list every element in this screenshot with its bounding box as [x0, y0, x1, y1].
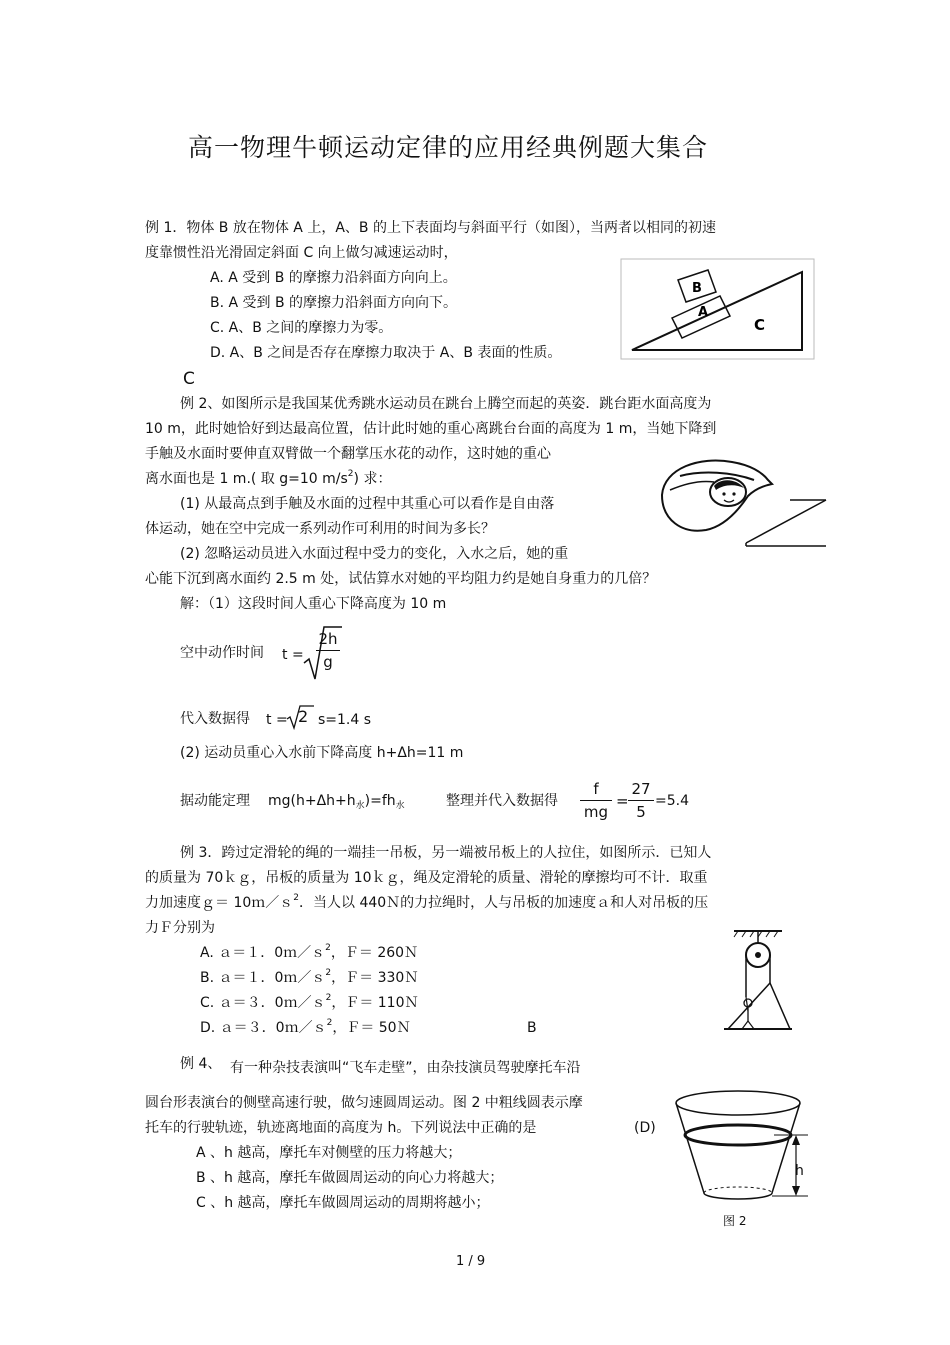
ex1-option-a: A. A 受到 B 的摩擦力沿斜面方向向上。	[210, 270, 457, 286]
ex2-line3: 手触及水面时要伸直双臂做一个翻掌压水花的动作，这时她的重心	[145, 446, 551, 462]
fraction-f-over-mg: f mg	[580, 780, 612, 821]
ex4-option-b: B 、h 越高，摩托车做圆周运动的向心力将越大；	[196, 1170, 504, 1186]
pulley-figure	[720, 925, 795, 1037]
root-value: 2	[298, 707, 309, 726]
ex3-option-a: A. ａ＝１．0ｍ／ｓ$^2$，Ｆ＝ 260Ｎ	[200, 943, 419, 961]
diver-figure	[650, 450, 835, 550]
theorem-label: 据动能定理	[180, 793, 250, 809]
ex3-option-d: D. ａ＝３．0ｍ／ｓ$^2$，Ｆ＝ 50Ｎ	[200, 1018, 411, 1036]
substitute-label: 代入数据得	[180, 711, 250, 727]
ex2-question2-line2: 心能下沉到离水面约 2.5 m 处，试估算水对她的平均阻力约是她自身重力的几倍？	[145, 571, 657, 587]
ex3-line4: 力Ｆ分别为	[145, 920, 215, 936]
ex1-option-d: D. A、B 之间是否存在摩擦力取决于 A、B 表面的性质。	[210, 345, 562, 361]
ex3-option-c: C. ａ＝３．0ｍ／ｓ$^2$，Ｆ＝ 110Ｎ	[200, 993, 419, 1011]
ex1-stem-line2: 度靠惯性沿光滑固定斜面 C 向上做匀减速运动时，	[145, 245, 458, 261]
equals-sign: =	[616, 792, 629, 810]
cone-height-label: h	[795, 1163, 804, 1179]
incline-label-c: C	[754, 316, 766, 334]
ex2-question2-line1: (2) 忽略运动员进入水面过程中受力的变化，入水之后，她的重	[180, 546, 569, 562]
incline-label-a: A	[698, 305, 709, 320]
air-time-label: 空中动作时间	[180, 645, 264, 661]
ex2-solution1: 解：（1）这段时间人重心下降高度为 10 m	[180, 596, 447, 612]
ex2-solution2: (2) 运动员重心入水前下降高度 h+Δh=11 m	[180, 745, 464, 761]
page-title: 高一物理牛顿运动定律的应用经典例题大集合	[188, 133, 709, 162]
ex2-line2: 10 m，此时她恰好到达最高位置，估计此时她的重心离跳台台面的高度为 1 m，当她下降到	[145, 421, 717, 437]
ex4-line3: 托车的行驶轨迹，轨迹离地面的高度为 h。下列说法中正确的是	[145, 1120, 537, 1136]
ex3-option-b: B. ａ＝１．0ｍ／ｓ$^2$，Ｆ＝ 330Ｎ	[200, 968, 419, 986]
ex4-answer: (D)	[634, 1120, 656, 1136]
ex3-answer: B	[527, 1020, 537, 1036]
ex4-option-a: A 、h 越高，摩托车对侧壁的压力将越大；	[196, 1145, 462, 1161]
ex3-line3: 力加速度ｇ＝ 10ｍ／ｓ$^2$．当人以 440Ｎ的力拉绳时，人与吊板的加速度ａ和人对吊板的压	[145, 893, 709, 911]
ex2-question1-line2: 体运动，她在空中完成一系列动作可利用的时间为多长？	[145, 521, 495, 537]
ex4-heading: 例 4、	[180, 1056, 222, 1072]
result-time: s=1.4 s	[318, 712, 372, 728]
ex3-line1: 例 3．跨过定滑轮的绳的一端挂一吊板，另一端被吊板上的人拉住，如图所示．已知人	[180, 845, 712, 861]
result-ratio: =5.4	[655, 793, 689, 809]
ex1-stem-line1: 例 1．物体 B 放在物体 A 上，A、B 的上下表面均与斜面平行（如图），当两者以相同的初速	[145, 220, 716, 236]
ex1-option-c: C. A、B 之间的摩擦力为零。	[210, 320, 393, 336]
ex4-line1: 有一种杂技表演叫“飞车走壁”，由杂技演员驾驶摩托车沿	[230, 1060, 581, 1076]
t-equals-1: t =	[282, 647, 304, 663]
ex2-line4: 离水面也是 1 m.( 取 g=10 $m/s^2$) 求：	[145, 469, 392, 487]
t-equals-2: t =	[266, 712, 288, 728]
fraction-27-over-5: 27 5	[628, 780, 654, 821]
fraction-2h-over-g: 2h g	[316, 630, 340, 671]
ex3-line2: 的质量为 70ｋｇ，吊板的质量为 10ｋｇ，绳及定滑轮的质量、滑轮的摩擦均可不计．取重	[145, 870, 708, 886]
ex4-line2: 圆台形表演台的侧壁高速行驶，做匀速圆周运动。图 2 中粗线圆表示摩	[145, 1095, 583, 1111]
page-number: 1 / 9	[456, 1254, 486, 1269]
ex2-question1-line1: (1) 从最高点到手触及水面的过程中其重心可以看作是自由落	[180, 496, 555, 512]
incline-figure	[620, 258, 815, 360]
arrange-label: 整理并代入数据得	[446, 793, 558, 809]
incline-label-b: B	[692, 281, 702, 296]
figure-2-caption: 图 2	[723, 1214, 747, 1228]
ex1-answer: C	[183, 369, 195, 389]
energy-equation: $mg(h+\Delta h+h_水)=fh_水$	[268, 793, 405, 811]
cone-stage-figure	[668, 1085, 818, 1210]
ex1-option-b: B. A 受到 B 的摩擦力沿斜面方向向下。	[210, 295, 458, 311]
ex2-line1: 例 2、如图所示是我国某优秀跳水运动员在跳台上腾空而起的英姿．跳台距水面高度为	[180, 396, 712, 412]
ex4-option-c: C 、h 越高，摩托车做圆周运动的周期将越小；	[196, 1195, 490, 1211]
